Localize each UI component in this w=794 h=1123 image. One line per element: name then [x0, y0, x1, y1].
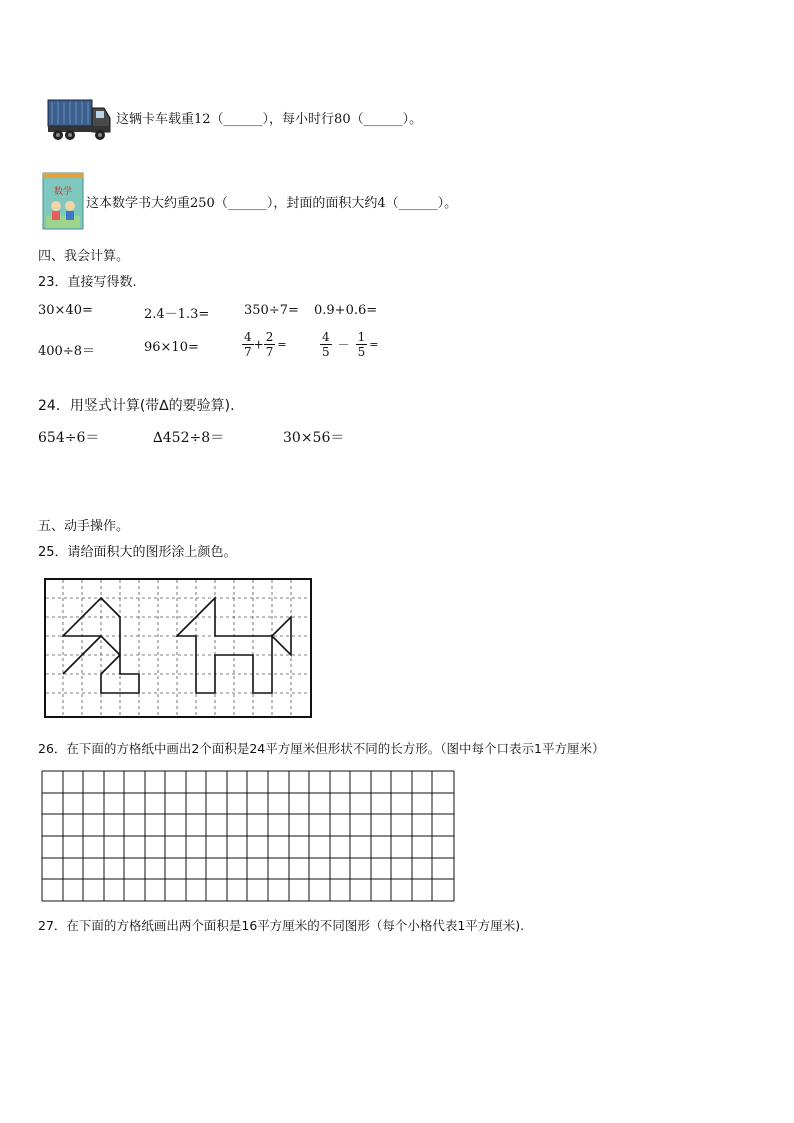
truck-icon: [44, 96, 114, 142]
q26-title: 26．在下面的方格纸中画出2个面积是24平方厘米但形状不同的长方形。（图中每个口表示1平方厘米）: [38, 741, 605, 756]
shapes-grid: [44, 578, 312, 718]
truck-question-text: 这辆卡车载重12（______），每小时行80（______）。: [116, 112, 423, 127]
q24-title: 24．用竖式计算(带∆的要验算).: [38, 398, 235, 414]
q23-item-3: 350÷7=: [244, 303, 299, 318]
q24-item-3: 30×56＝: [283, 430, 345, 446]
q27-title: 27．在下面的方格纸画出两个面积是16平方厘米的不同图形（每个小格代表1平方厘米).: [38, 918, 525, 933]
q23-item-4: 0.9+0.6=: [314, 303, 378, 318]
section-5-heading: 五、动手操作。: [38, 519, 130, 534]
q23-item-5: 400÷8＝: [38, 344, 95, 359]
q23-fraction-1: $\frac{4}{7}$ + $\frac{2}{7}$ =: [244, 330, 287, 359]
square-grid-1: [41, 770, 455, 902]
book-cover-title: 数学: [53, 187, 73, 197]
q24-item-2: ∆452÷8＝: [153, 430, 225, 446]
q23-item-6: 96×10=: [144, 340, 199, 355]
q23-fraction-2: $\frac{4}{5}$ － $\frac{1}{5}$ =: [322, 330, 379, 359]
q25-title: 25．请给面积大的图形涂上颜色。: [38, 545, 237, 560]
q23-title: 23．直接写得数.: [38, 275, 137, 290]
q23-item-1: 30×40=: [38, 303, 93, 318]
q23-item-2: 2.4－1.3=: [144, 307, 210, 322]
section-4-heading: 四、我会计算。: [38, 249, 130, 264]
math-book-icon: [42, 172, 84, 230]
q24-item-1: 654÷6＝: [38, 430, 100, 446]
book-question-text: 这本数学书大约重250（______），封面的面积大约4（______）。: [86, 196, 458, 211]
